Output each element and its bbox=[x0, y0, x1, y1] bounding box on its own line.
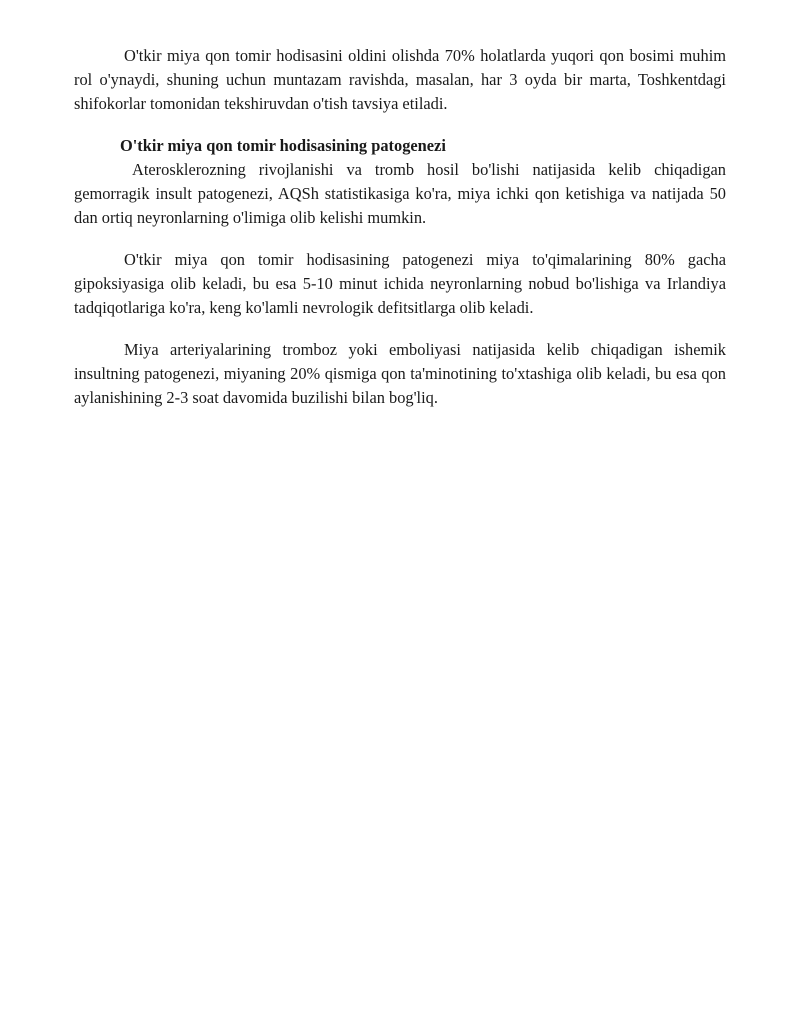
paragraph-ischemic-stroke: Miya arteriyalarining tromboz yoki emboliyasi natijasida kelib chiqadigan ishemik insultning patogenezi, miyaning 20% qismiga qon ta'minotining to'xtashiga olib keladi, bu esa qon aylanishining 2-3 soat davomida buzilishi bilan bog'liq. bbox=[74, 340, 726, 407]
paragraph-hemorrhagic-stroke: Aterosklerozning rivojlanishi va tromb hosil bo'lishi natijasida kelib chiqadigan gemorragik insult patogenezi, AQSh statistikasiga ko'ra, miya ichki qon ketishiga va natijada 50 dan ortiq neyronlarning o'limiga olib kelishi mumkin. bbox=[74, 160, 726, 227]
paragraph-blood-pressure: O'tkir miya qon tomir hodisasini oldini olishda 70% holatlarda yuqori qon bosimi muhim rol o'ynaydi, shuning uchun muntazam ravishda, masalan, har 3 oyda bir marta, Toshkentdagi shifokorlar tomonidan tekshiruvdan o'tish tavsiya etiladi. bbox=[74, 46, 726, 113]
section-heading-pathogenesis: O'tkir miya qon tomir hodisasining patogenezi bbox=[120, 136, 446, 155]
document-page bbox=[74, 44, 726, 410]
paragraph-hypoxia: O'tkir miya qon tomir hodisasining patogenezi miya to'qimalarining 80% gacha gipoksiyasiga olib keladi, bu esa 5-10 minut ichida neyronlarning nobud bo'lishiga va Irlandiya tadqiqotlariga ko'ra, keng ko'lamli nevrologik defitsitlarga olib keladi. bbox=[74, 250, 726, 317]
